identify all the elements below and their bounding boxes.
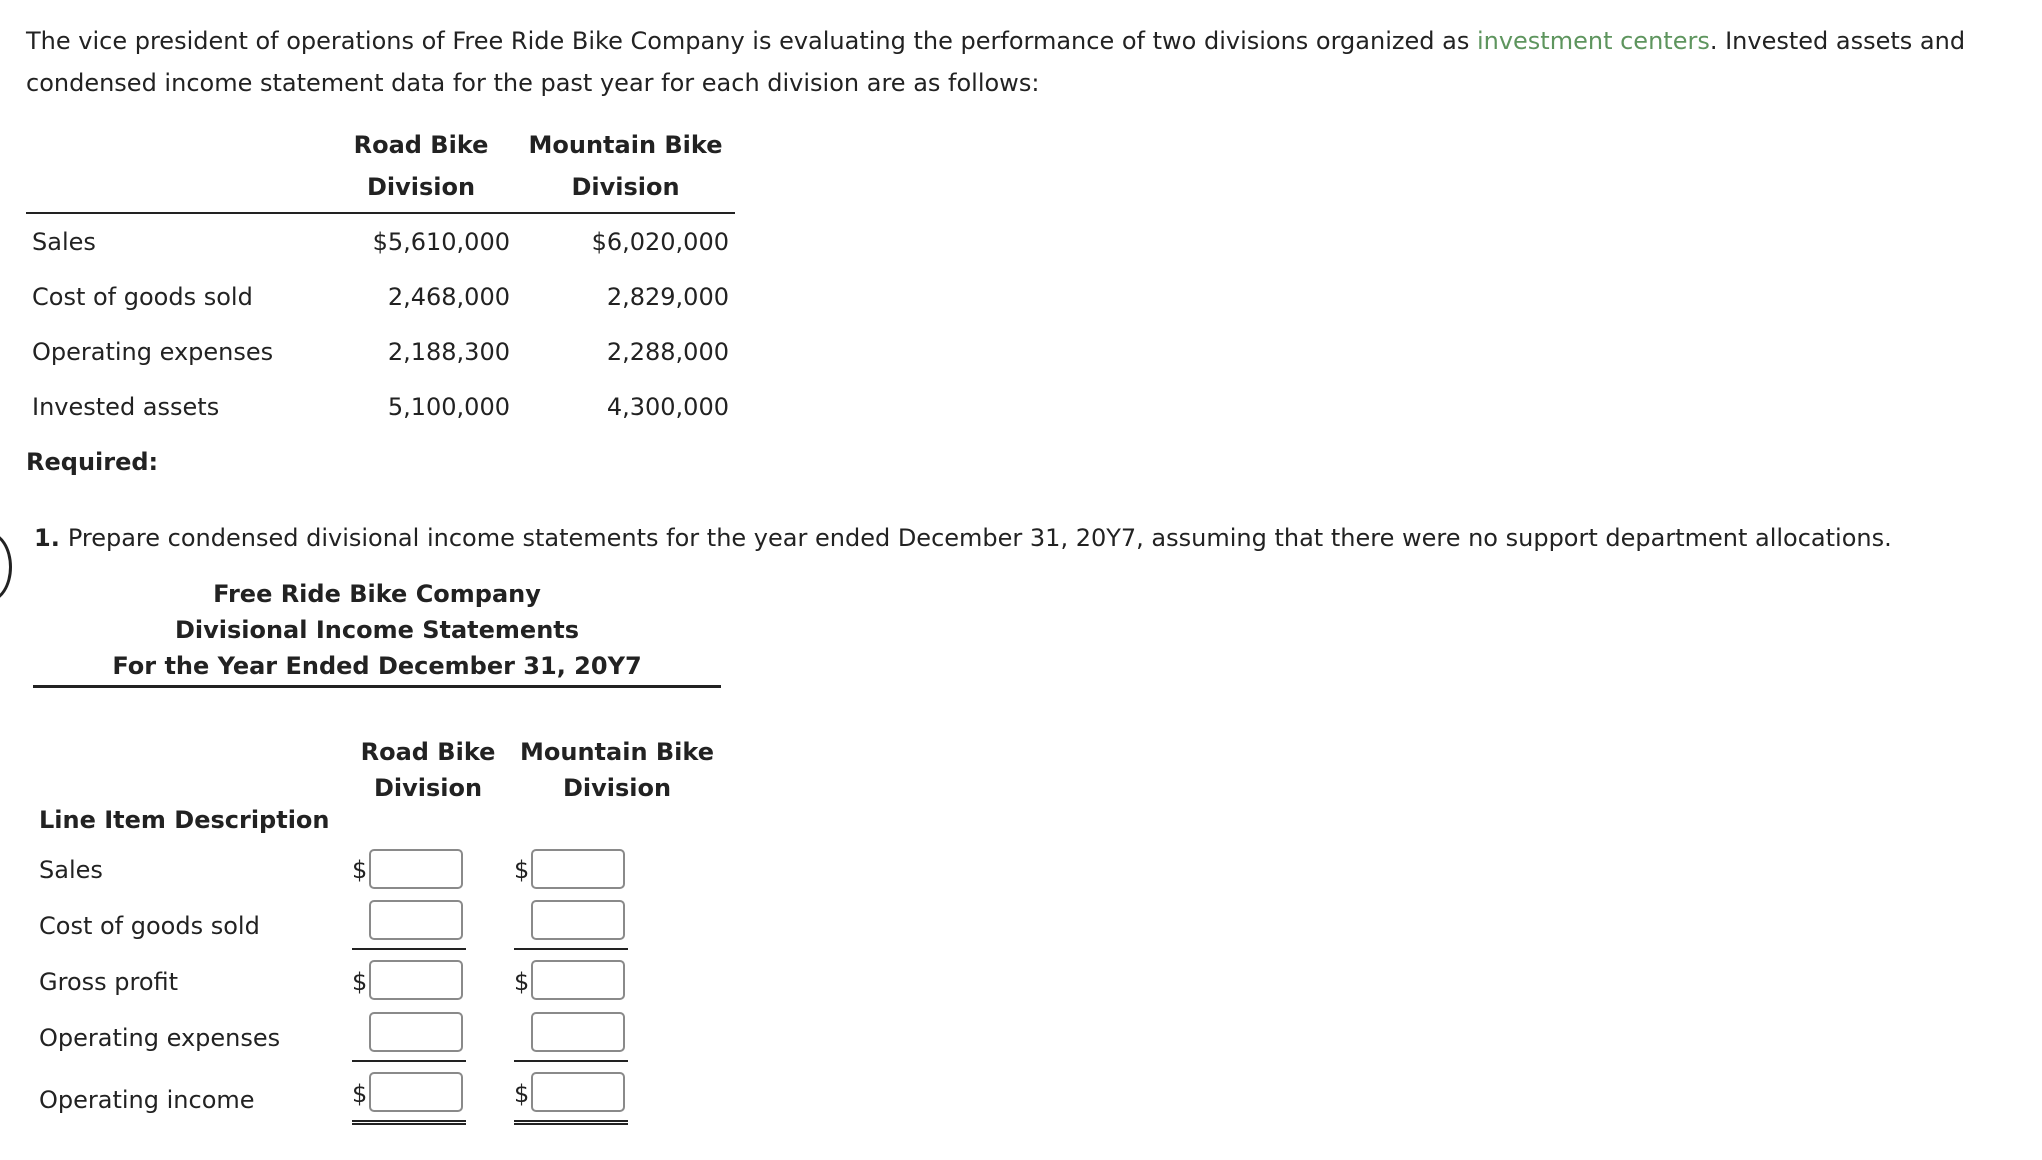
mountain-gross-profit-input[interactable] <box>531 960 625 1000</box>
road-cogs-input[interactable] <box>369 900 463 940</box>
intro-text-end: . Invested assets and condensed income statement data for the past year for each division are as follows: <box>26 27 1966 97</box>
mountain-operating-income-input[interactable] <box>531 1072 625 1112</box>
question-marker-icon <box>0 532 12 602</box>
road-operating-income-input[interactable] <box>369 1072 463 1112</box>
road-bike-header: Road Bike <box>353 131 489 159</box>
intro-text: The vice president of operations of Free Ride Bike Company is evaluating the performance of two divisions organized as <box>26 27 1477 55</box>
row-label-cogs: Cost of goods sold <box>39 912 260 940</box>
row-label-operating-expenses: Operating expenses <box>39 1024 281 1052</box>
currency-sign: $ <box>352 856 368 884</box>
road-value: $5,610,000 <box>372 227 510 256</box>
row-label: Cost of goods sold <box>32 282 253 311</box>
problem-intro <box>26 20 2016 104</box>
mountain-value: 2,288,000 <box>606 337 729 366</box>
mountain-operating-expenses-input[interactable] <box>531 1012 625 1052</box>
currency-sign: $ <box>352 1080 368 1108</box>
table-row <box>26 269 735 324</box>
investment-centers-link[interactable]: investment centers <box>1476 27 1710 55</box>
table-row <box>26 324 735 379</box>
road-value: 2,468,000 <box>387 282 510 311</box>
mountain-cogs-input[interactable] <box>531 900 625 940</box>
required-label: Required: <box>26 448 159 476</box>
answer-road-header: Road Bike Division <box>360 738 496 802</box>
subtotal-rule <box>514 1060 628 1062</box>
currency-sign: $ <box>514 968 530 996</box>
road-sales-input[interactable] <box>369 849 463 889</box>
subtotal-rule <box>514 948 628 950</box>
heading-divider <box>33 685 721 688</box>
road-value: 2,188,300 <box>387 337 510 366</box>
road-value: 5,100,000 <box>387 392 510 421</box>
company-name: Free Ride Bike Company <box>213 580 541 608</box>
mountain-bike-header: Mountain Bike <box>528 131 723 159</box>
table-row <box>26 379 735 434</box>
statement-heading <box>33 576 721 684</box>
mountain-sales-input[interactable] <box>531 849 625 889</box>
subtotal-rule <box>352 1060 466 1062</box>
question-text: Prepare condensed divisional income statements for the year ended December 31, 20Y7, assuming that there were no support department allocations. <box>67 524 1892 552</box>
currency-sign: $ <box>514 1080 530 1108</box>
question-1 <box>34 524 1892 552</box>
mountain-value: 4,300,000 <box>606 392 729 421</box>
road-operating-expenses-input[interactable] <box>369 1012 463 1052</box>
row-label-operating-income: Operating income <box>39 1086 255 1114</box>
mountain-value: $6,020,000 <box>591 227 729 256</box>
mountain-division-header: Division <box>516 166 735 213</box>
road-division-header: Division <box>326 166 516 213</box>
division-data-table <box>26 124 735 434</box>
row-label-sales: Sales <box>39 856 103 884</box>
line-item-description-header: Line Item Description <box>39 806 330 834</box>
table-row <box>26 213 735 269</box>
statement-title: Divisional Income Statements <box>174 616 580 644</box>
road-gross-profit-input[interactable] <box>369 960 463 1000</box>
subtotal-rule <box>352 948 466 950</box>
total-double-rule <box>514 1120 628 1125</box>
currency-sign: $ <box>352 968 368 996</box>
row-label: Sales <box>32 227 96 256</box>
row-label: Operating expenses <box>32 337 274 366</box>
row-label-gross-profit: Gross profit <box>39 968 179 996</box>
question-number: 1. <box>34 524 60 552</box>
mountain-value: 2,829,000 <box>606 282 729 311</box>
currency-sign: $ <box>514 856 530 884</box>
answer-mountain-header: Mountain Bike Division <box>520 738 714 802</box>
statement-period: For the Year Ended December 31, 20Y7 <box>112 652 642 680</box>
row-label: Invested assets <box>32 392 220 421</box>
total-double-rule <box>352 1120 466 1125</box>
